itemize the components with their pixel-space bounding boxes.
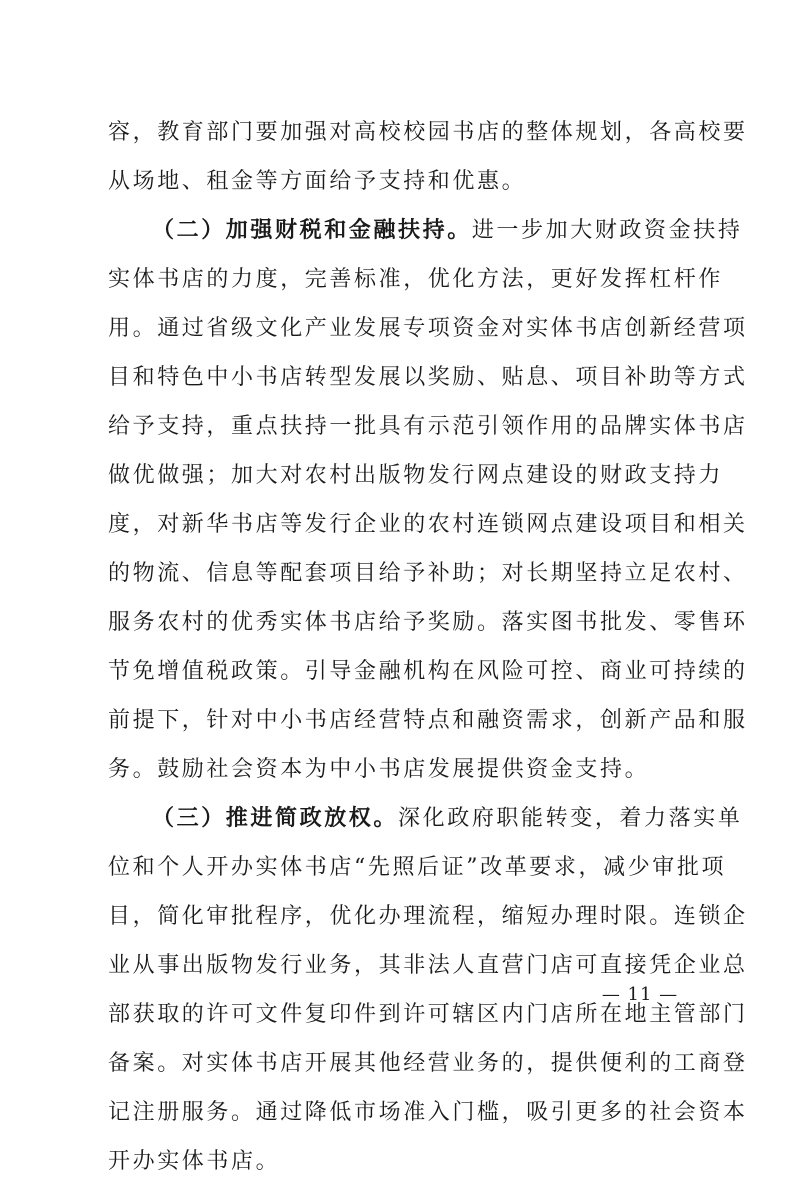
line-text: 目和特色中小书店转型发展以奖励、贴息、项目补助等方式 (108, 365, 748, 390)
text-line (108, 451, 724, 500)
line-text: 业从事出版物发行业务，其非法人直营门店可直接凭企业总 (108, 953, 748, 978)
text-line (108, 745, 698, 794)
text-line (108, 598, 748, 647)
line-text: 实体书店的力度，完善标准，优化方法，更好发挥杠杆作 (108, 267, 724, 292)
line-text: 务。鼓励社会资本为中小书店发展提供资金支持。 (108, 757, 650, 782)
line-text: 度，对新华书店等发行企业的农村连锁网点建设项目和相关 (108, 512, 748, 537)
line-text: 深化政府职能转变，着力落实单 (398, 806, 743, 831)
line-text: 从场地、租金等方面给予支持和优惠。 (108, 169, 527, 194)
line-text: 的物流、信息等配套项目给予补助；对长期坚持立足农村、 (108, 561, 748, 586)
text-line (108, 304, 748, 353)
line-text: 前提下，针对中小书店经营特点和融资需求，创新产品和服 (108, 708, 748, 733)
line-text: 位和个人开办实体书店“先照后证”改革要求，减少审批项 (108, 855, 727, 880)
line-text: 备案。对实体书店开展其他经营业务的，提供便利的工商登 (108, 1051, 748, 1076)
text-line (108, 402, 748, 451)
line-text: 节免增值税政策。引导金融机构在风险可控、商业可持续的 (108, 659, 748, 684)
line-text: 容，教育部门要加强对高校校园书店的整体规划，各高校要 (108, 120, 748, 145)
text-line (108, 843, 727, 892)
line-text: 进一步加大财政资金扶持 (471, 218, 743, 243)
page-number: — 11 — (601, 984, 679, 1005)
section-heading-line (108, 794, 743, 843)
section-heading: （三）推进简政放权。 (152, 806, 399, 831)
text-line (108, 647, 748, 696)
text-line (108, 549, 748, 598)
text-line (108, 696, 748, 745)
text-line (108, 1137, 698, 1186)
line-text: 开办实体书店。 (108, 1149, 281, 1174)
line-text: 记注册服务。通过降低市场准入门槛，吸引更多的社会资本 (108, 1100, 748, 1125)
body-text (108, 108, 748, 1186)
text-line (108, 157, 698, 206)
text-line (108, 108, 748, 157)
line-text: 做优做强；加大对农村出版物发行网点建设的财政支持力 (108, 463, 724, 488)
text-line (108, 500, 748, 549)
text-line (108, 353, 748, 402)
line-text: 用。通过省级文化产业发展专项资金对实体书店创新经营项 (108, 316, 748, 341)
text-line (108, 1039, 748, 1088)
text-line (108, 892, 748, 941)
line-text: 给予支持，重点扶持一批具有示范引领作用的品牌实体书店 (108, 414, 748, 439)
text-line (108, 1088, 748, 1137)
line-text: 目，简化审批程序，优化办理流程，缩短办理时限。连锁企 (108, 904, 748, 929)
line-text: 部获取的许可文件复印件到许可辖区内门店所在地主管部门 (108, 1002, 748, 1027)
section-heading-line (108, 206, 743, 255)
line-text: 服务农村的优秀实体书店给予奖励。落实图书批发、零售环 (108, 610, 748, 635)
text-line (108, 255, 724, 304)
section-heading: （二）加强财税和金融扶持。 (152, 218, 472, 243)
